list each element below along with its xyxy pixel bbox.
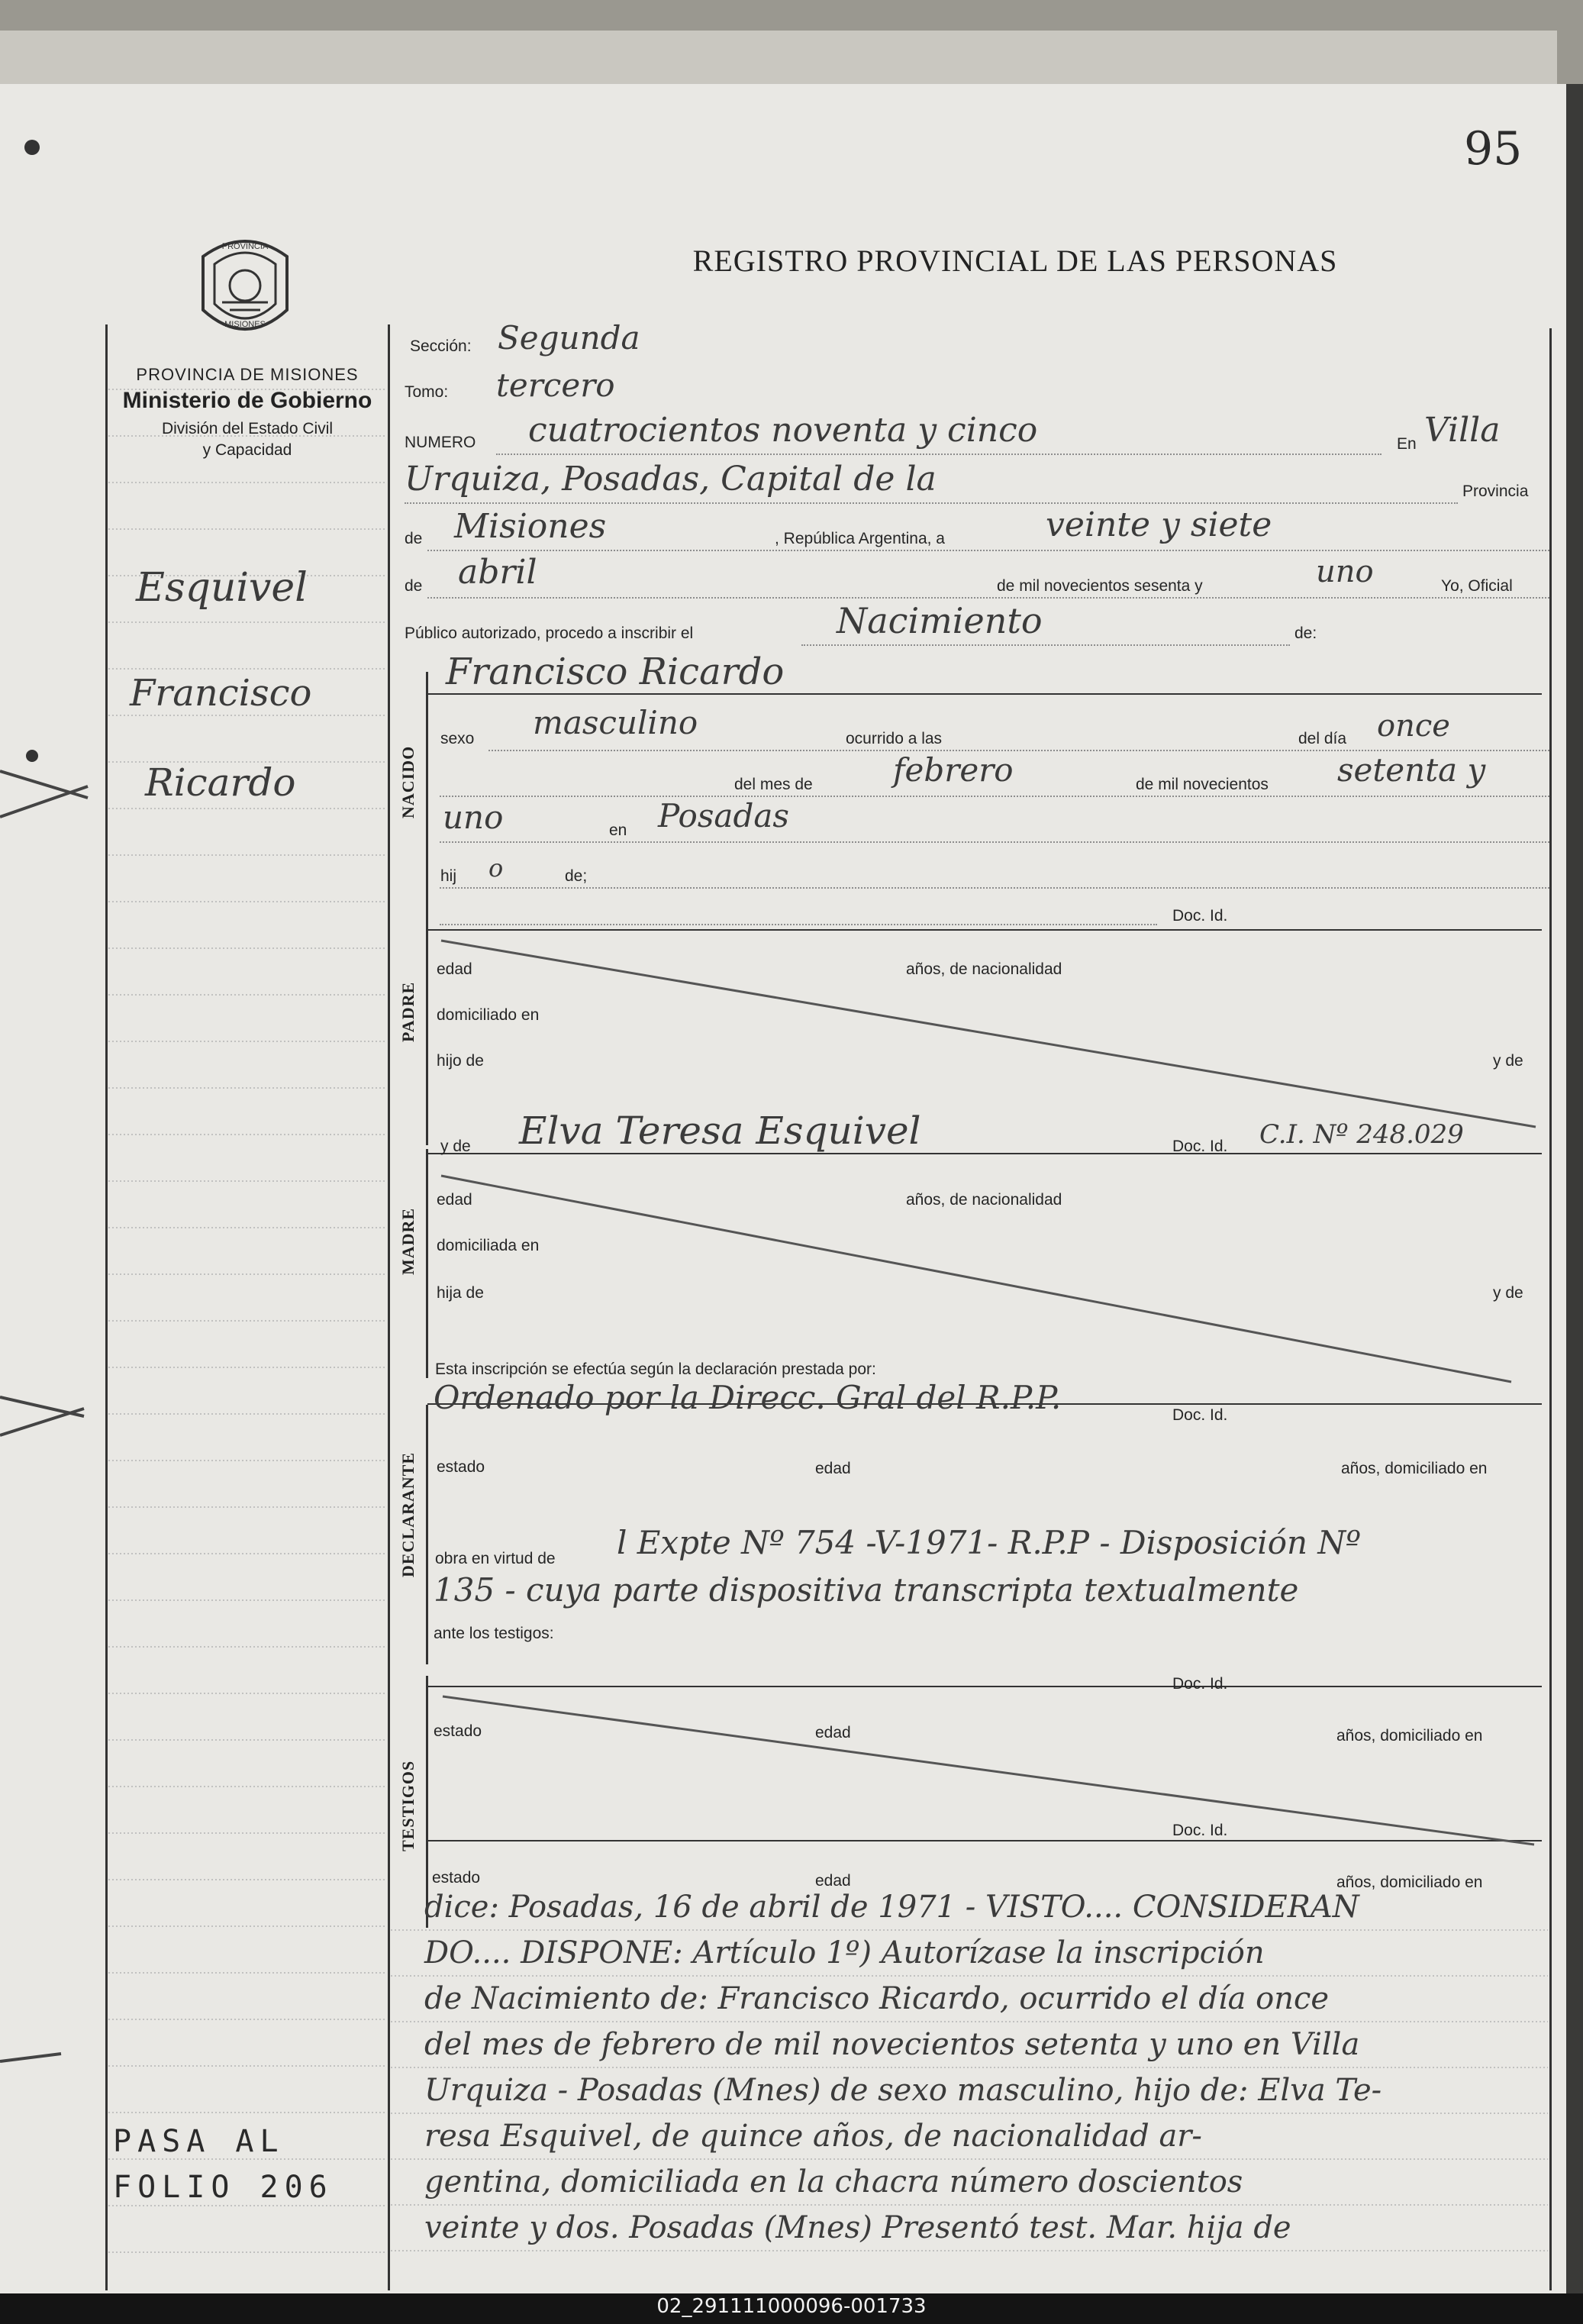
seccion-value: Segunda (498, 319, 640, 357)
hija-de-label-madre: hija de (437, 1284, 484, 1302)
madre-nombre-value: Elva Teresa Esquivel (519, 1109, 921, 1153)
numero-value: cuatrocientos noventa y cinco (528, 411, 1038, 450)
ocurrido-label: ocurrido a las (846, 730, 943, 747)
section-padre: PADRE (398, 981, 418, 1042)
seccion-label: Sección: (410, 337, 472, 355)
de-semicolon-label: de; (565, 867, 588, 885)
image-reference: 02_291111000096-001733 (656, 2295, 927, 2318)
pasa-al-line1: PASA AL (113, 2124, 285, 2159)
sexo-label: sexo (440, 730, 475, 747)
acto-value: Nacimiento (837, 600, 1043, 641)
section-declarante: DECLARANTE (398, 1451, 418, 1577)
obra-virtud-label: obra en virtud de (435, 1550, 556, 1567)
anos-dom-label-declarante: años, domiciliado en (1341, 1460, 1488, 1477)
anos-nac-label-padre: años, de nacionalidad (906, 960, 1062, 978)
margin-second-name: Ricardo (145, 760, 296, 805)
en-label-nacido: en (609, 821, 627, 839)
dia-value: once (1377, 708, 1450, 744)
publico-label: Público autorizado, procedo a inscribir el (405, 625, 694, 642)
republica-label: , República Argentina, a (775, 530, 945, 547)
de-mil-label: de mil novecientos sesenta y (997, 577, 1203, 595)
anos-nac-label-madre: años, de nacionalidad (906, 1191, 1062, 1209)
doc-id-label-madre: Doc. Id. (1172, 1138, 1228, 1155)
transcription-line: resa Esquivel, de quince años, de nacionalidad ar- (424, 2119, 1202, 2154)
section-nacido: NACIDO (398, 745, 418, 818)
del-mes-label: del mes de (734, 776, 813, 793)
y-de-label-padre: y de (1493, 1052, 1523, 1070)
estado-label-testigo-1: estado (434, 1722, 482, 1740)
emblem-top-text: PROVINCIA (221, 242, 269, 251)
doc-id-label-declarante: Doc. Id. (1172, 1406, 1228, 1424)
lugar-nacimiento-value: Posadas (658, 797, 789, 834)
fecha-dia-value: veinte y siete (1046, 505, 1272, 544)
yo-oficial-label: Yo, Oficial (1441, 577, 1513, 595)
doc-id-label-nacido: Doc. Id. (1172, 907, 1228, 925)
hij-value: o (488, 854, 504, 883)
estado-label-declarante: estado (437, 1458, 485, 1476)
estado-label-testigo-2: estado (432, 1869, 481, 1887)
edad-label-declarante: edad (815, 1460, 851, 1477)
de-label-2: de (405, 577, 423, 595)
anio-value-2: uno (443, 799, 504, 836)
anos-dom-label-testigo-2: años, domiciliado en (1336, 1874, 1483, 1891)
doc-id-label-testigo-2: Doc. Id. (1172, 1822, 1228, 1839)
y-de-label-madre: y de (440, 1138, 471, 1155)
province-name: PROVINCIA DE MISIONES (136, 365, 359, 384)
de-mil-nov-label: de mil novecientos (1136, 776, 1269, 793)
division-line-2: y Capacidad (202, 441, 292, 459)
hijo-de-label-padre: hijo de (437, 1052, 484, 1070)
anos-dom-label-testigo-1: años, domiciliado en (1336, 1727, 1483, 1745)
edad-label-padre: edad (437, 960, 472, 978)
de-colon-label: de: (1294, 625, 1317, 642)
madre-doc-value: C.I. Nº 248.029 (1259, 1119, 1464, 1150)
edad-label-testigo-1: edad (815, 1724, 851, 1741)
transcription-line: gentina, domiciliada en la chacra número doscientos (424, 2164, 1243, 2200)
provincia-label: Provincia (1462, 483, 1529, 500)
edad-label-madre: edad (437, 1191, 472, 1209)
transcription-line: de Nacimiento de: Francisco Ricardo, ocurrido el día once (424, 1981, 1330, 2016)
division-line-1: División del Estado Civil (161, 420, 334, 437)
section-testigos: TESTIGOS (398, 1760, 418, 1851)
domiciliada-label-madre: domiciliada en (437, 1237, 540, 1254)
fecha-mes-value: abril (458, 553, 537, 592)
margin-surname: Esquivel (136, 565, 308, 611)
en-label: En (1397, 435, 1417, 453)
ministry-name: Ministerio de Gobierno (122, 388, 372, 413)
domiciliado-label-padre: domiciliado en (437, 1006, 540, 1024)
transcription-line: Urquiza - Posadas (Mnes) de sexo masculino, hijo de: Elva Te- (424, 2073, 1382, 2108)
transcription-line: veinte y dos. Posadas (Mnes) Presentó test. Mar. hija de (424, 2210, 1291, 2245)
hij-label: hij (440, 867, 457, 885)
lugar-value-1: Villa (1424, 411, 1501, 450)
transcription-line: dice: Posadas, 16 de abril de 1971 - VISTO.... CONSIDERAN (424, 1890, 1359, 1925)
lugar-value-2: Urquiza, Posadas, Capital de la (405, 460, 937, 499)
fecha-anio-value: uno (1316, 554, 1374, 589)
folio-number: 95 (1464, 122, 1523, 176)
page-title: REGISTRO PROVINCIAL DE LAS PERSONAS (692, 244, 1338, 278)
mes-value: febrero (893, 751, 1014, 789)
obra-value-1: l Expte Nº 754 -V-1971- R.P.P - Disposición Nº (617, 1524, 1361, 1561)
edad-label-testigo-2: edad (815, 1872, 851, 1890)
pasa-al-line2: FOLIO 206 (113, 2170, 334, 2205)
emblem-bottom-text: MISIONES (224, 320, 266, 329)
de-label-1: de (405, 530, 423, 547)
transcription-line: DO.... DISPONE: Artículo 1º) Autorízase la inscripción (424, 1935, 1265, 1971)
y-de-label-madre-2: y de (1493, 1284, 1523, 1302)
doc-id-label-testigo-1: Doc. Id. (1172, 1675, 1228, 1693)
section-madre: MADRE (398, 1207, 418, 1275)
tomo-label: Tomo: (405, 383, 449, 401)
esta-inscripcion-label: Esta inscripción se efectúa según la declaración prestada por: (435, 1361, 876, 1378)
numero-label: NUMERO (405, 434, 476, 451)
provincia-value: Misiones (454, 507, 607, 546)
declarante-value: Ordenado por la Direcc. Gral del R.P.P. (434, 1379, 1062, 1416)
tomo-value: tercero (496, 366, 615, 404)
nombre-value: Francisco Ricardo (446, 650, 785, 693)
margin-first-name: Francisco (130, 672, 312, 715)
sexo-value: masculino (533, 704, 698, 741)
ante-testigos-label: ante los testigos: (434, 1625, 554, 1642)
anio-value-1: setenta y (1337, 751, 1486, 789)
obra-value-2: 135 - cuya parte dispositiva transcripta textualmente (434, 1571, 1299, 1609)
transcription-line: del mes de febrero de mil novecientos setenta y uno en Villa (424, 2027, 1360, 2062)
del-dia-label: del día (1298, 730, 1347, 747)
